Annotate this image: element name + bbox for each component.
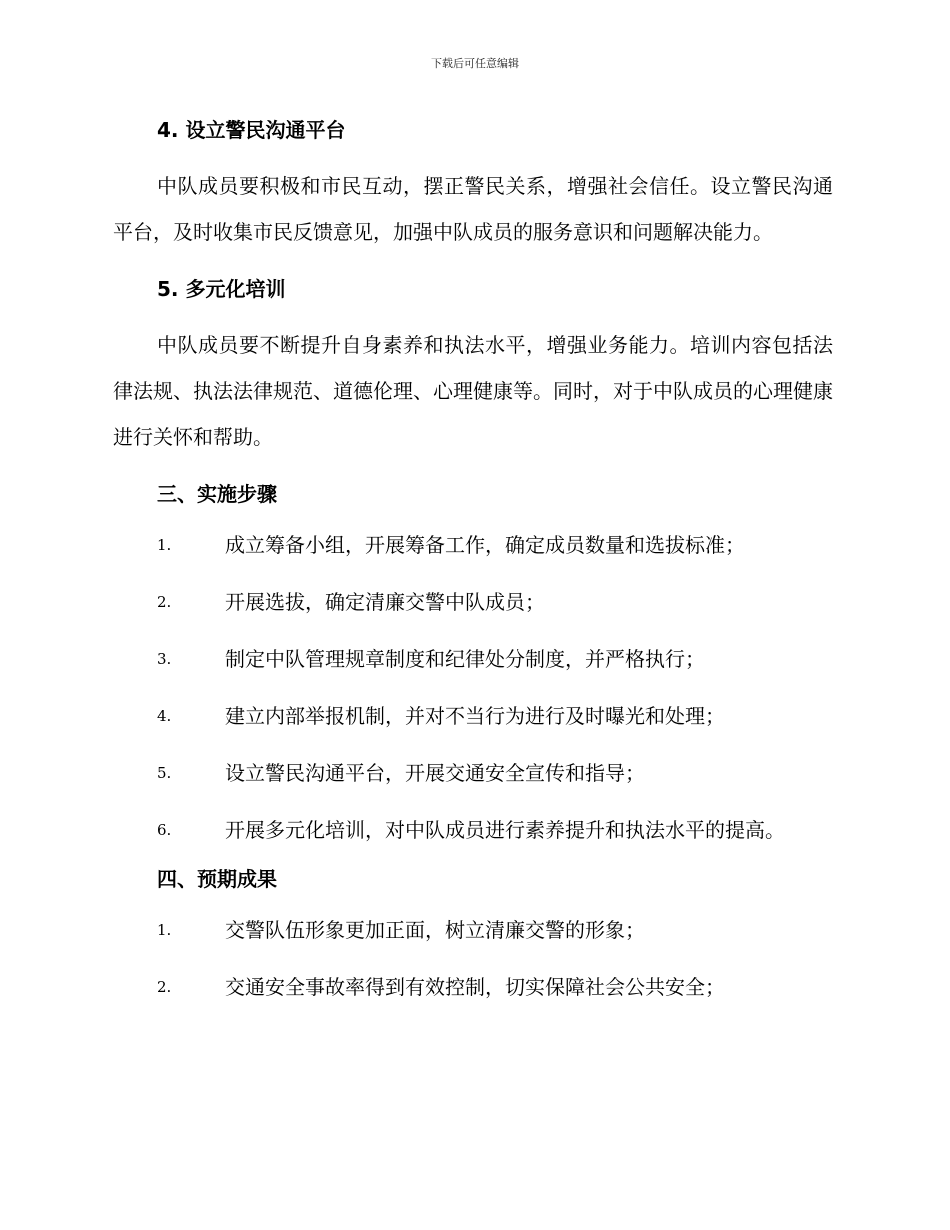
list-item-number: 1. [157,536,172,554]
section-heading-expected-outcomes: 四、预期成果 [157,867,277,891]
list-item-text: 建立内部举报机制，并对不当行为进行及时曝光和处理； [225,704,725,728]
list-item-text: 交通安全事故率得到有效控制，切实保障社会公共安全； [225,975,725,999]
list-item-text: 成立筹备小组，开展筹备工作，确定成员数量和选拔标准； [225,533,745,557]
list-item-number: 1. [157,921,172,939]
list-item [113,517,833,574]
list-item [113,802,833,859]
list-item-number: 2. [157,593,172,611]
list-item [113,688,833,745]
list-item [113,631,833,688]
list-item-number: 3. [157,650,172,668]
section-heading-implementation-steps: 三、实施步骤 [157,482,277,506]
list-item [113,959,833,1016]
list-item-text: 交警队伍形象更加正面，树立清廉交警的形象； [225,918,645,942]
list-item [113,574,833,631]
page-header-note: 下载后可任意编辑 [431,57,519,70]
list-item [113,745,833,802]
list-item-text: 开展多元化培训，对中队成员进行素养提升和执法水平的提高。 [225,818,785,842]
list-item [113,902,833,959]
section-heading-training: 5. 多元化培训 [157,277,286,301]
section-paragraph-training: 中队成员要不断提升自身素养和执法水平，增强业务能力。培训内容包括法律法规、执法法律规范、道德伦理、心理健康等。同时，对于中队成员的心理健康进行关怀和帮助。 [113,333,833,449]
list-item-number: 5. [157,764,172,782]
list-item-text: 开展选拔，确定清廉交警中队成员； [225,590,545,614]
implementation-steps-list [113,517,833,859]
list-item-number: 4. [157,707,172,725]
expected-outcomes-list [113,902,833,1016]
list-item-number: 6. [157,821,172,839]
section-heading-communication-platform: 4. 设立警民沟通平台 [157,118,346,142]
list-item-text: 设立警民沟通平台，开展交通安全宣传和指导； [225,761,645,785]
list-item-number: 2. [157,978,172,996]
section-paragraph-communication-platform: 中队成员要积极和市民互动，摆正警民关系，增强社会信任。设立警民沟通平台，及时收集市民反馈意见，加强中队成员的服务意识和问题解决能力。 [113,174,833,244]
document-body [113,110,833,1016]
list-item-text: 制定中队管理规章制度和纪律处分制度，并严格执行； [225,647,705,671]
